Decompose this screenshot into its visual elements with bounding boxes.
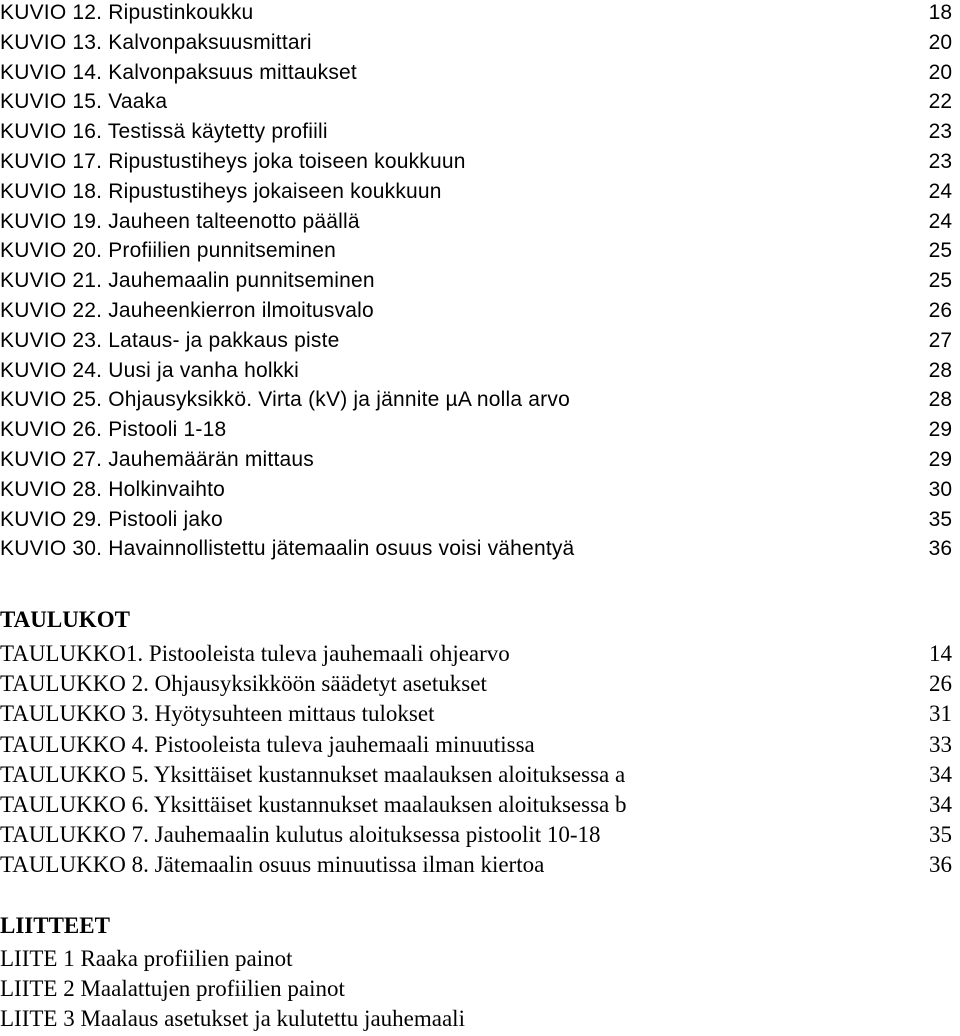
- figure-entry-label: KUVIO 15. Vaaka: [0, 90, 168, 114]
- appendices-heading: LIITTEET: [0, 913, 110, 938]
- figure-entry-page-number: 18: [928, 1, 952, 24]
- table-entry-label: TAULUKKO 5. Yksittäiset kustannukset maalauksen aloituksessa a: [0, 761, 626, 787]
- figure-entry-label: KUVIO 25. Ohjausyksikkö. Virta (kV) ja jännite µA nolla arvo: [0, 388, 570, 412]
- figure-entry-label: KUVIO 29. Pistooli jako: [0, 507, 223, 531]
- figure-entry-page-number: 20: [928, 30, 952, 54]
- figure-entry-page-number: 29: [928, 418, 952, 442]
- figure-entry-page-number: 27: [928, 328, 952, 352]
- figure-entry-page-number: 29: [928, 448, 952, 471]
- figure-entry-page-number: 20: [928, 60, 952, 84]
- figure-entry-label: KUVIO 22. Jauheenkierron ilmoitusvalo: [0, 299, 374, 322]
- tables-heading: TAULUKOT: [0, 607, 130, 632]
- figure-entry-label: KUVIO 30. Havainnollistettu jätemaalin osuus voisi vähentyä: [0, 537, 575, 561]
- figure-entry-page-number: 22: [928, 90, 952, 114]
- figure-entry-page-number: 28: [928, 358, 952, 382]
- figure-entry-page-number: 30: [928, 477, 952, 501]
- table-entry-label: TAULUKKO 6. Yksittäiset kustannukset maalauksen aloituksessa b: [0, 792, 627, 817]
- table-entry-page-number: 35: [929, 822, 952, 848]
- table-entry-label: TAULUKKO1. Pistooleista tuleva jauhemaali ohjearvo: [0, 641, 510, 666]
- table-entry-page-number: 36: [929, 852, 952, 878]
- figure-entry-label: KUVIO 20. Profiilien punnitseminen: [0, 239, 336, 263]
- figure-entry-page-number: 23: [928, 150, 952, 173]
- appendix-entry-label: LIITE 3 Maalaus asetukset ja kulutettu jauhemaali: [0, 1006, 465, 1031]
- table-entry-page-number: 34: [929, 761, 952, 787]
- figure-entry-label: KUVIO 28. Holkinvaihto: [0, 477, 226, 501]
- figure-entry-page-number: 26: [928, 299, 952, 322]
- figure-entry-label: KUVIO 21. Jauhemaalin punnitseminen: [0, 269, 375, 293]
- figure-entry-page-number: 23: [928, 120, 952, 144]
- table-entry-label: TAULUKKO 3. Hyötysuhteen mittaus tulokset: [0, 701, 435, 727]
- table-entry-page-number: 33: [929, 731, 952, 757]
- table-entry-label: TAULUKKO 7. Jauhemaalin kulutus aloituksessa pistoolit 10-18: [0, 822, 601, 848]
- table-entry-label: TAULUKKO 2. Ohjausyksikköön säädetyt asetukset: [0, 671, 487, 697]
- figure-entry-label: KUVIO 17. Ripustustiheys joka toiseen koukkuun: [0, 150, 466, 173]
- figure-entry-page-number: 25: [928, 269, 952, 293]
- table-entry-page-number: 34: [929, 792, 952, 817]
- table-entry-label: TAULUKKO 4. Pistooleista tuleva jauhemaali minuutissa: [0, 731, 535, 757]
- figure-entry-label: KUVIO 16. Testissä käytetty profiili: [0, 120, 328, 144]
- figure-entry-label: KUVIO 19. Jauheen talteenotto päällä: [0, 209, 360, 233]
- figure-entry-page-number: 36: [928, 537, 952, 561]
- table-entry-page-number: 31: [929, 701, 952, 727]
- figure-entry-label: KUVIO 13. Kalvonpaksuusmittari: [0, 30, 312, 54]
- figure-entry-label: KUVIO 12. Ripustinkoukku: [0, 1, 254, 24]
- appendix-entry-label: LIITE 2 Maalattujen profiilien painot: [0, 976, 345, 1001]
- figure-entry-page-number: 35: [928, 507, 952, 531]
- figure-entry-page-number: 24: [928, 179, 952, 203]
- figure-entry-page-number: 28: [928, 388, 952, 412]
- table-entry-page-number: 14: [929, 641, 952, 666]
- figure-entry-page-number: 24: [928, 209, 952, 233]
- figure-entry-label: KUVIO 18. Ripustustiheys jokaiseen koukkuun: [0, 179, 442, 203]
- figure-entry-label: KUVIO 14. Kalvonpaksuus mittaukset: [0, 60, 357, 84]
- appendix-entry-label: LIITE 1 Raaka profiilien painot: [0, 946, 293, 971]
- figure-entry-label: KUVIO 26. Pistooli 1-18: [0, 418, 227, 442]
- figure-entry-label: KUVIO 27. Jauhemäärän mittaus: [0, 448, 314, 471]
- table-entry-label: TAULUKKO 8. Jätemaalin osuus minuutissa ilman kiertoa: [0, 852, 545, 878]
- figure-entry-label: KUVIO 23. Lataus- ja pakkaus piste: [0, 328, 340, 352]
- table-entry-page-number: 26: [929, 671, 952, 697]
- figure-entry-page-number: 25: [928, 239, 952, 263]
- figure-entry-label: KUVIO 24. Uusi ja vanha holkki: [0, 358, 299, 382]
